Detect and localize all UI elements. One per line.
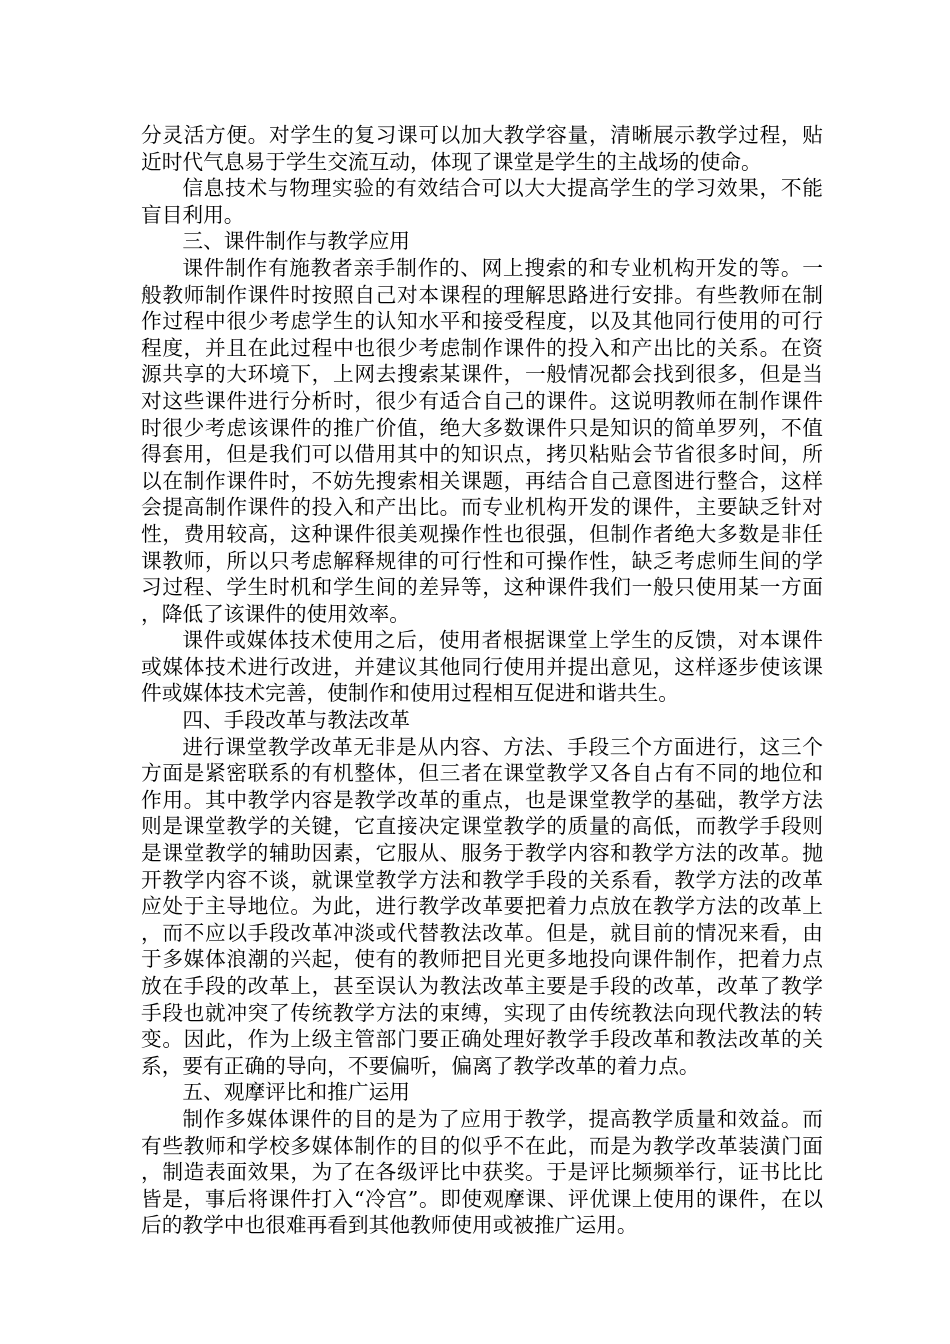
section-heading-courseware: 三、课件制作与教学应用 [182,229,410,254]
paragraph-courseware-making: 课件制作有施教者亲手制作的、网上搜索的和专业机构开发的等。一般教师制作课件时按照自己对本课程的理解思路进行安排。有些教师在制作过程中很少考虑学生的认知水平和接受程度，以及其他同行使用的可行程度，并且在此过程中也很少考虑制作课件的投入和产出比的关系。在资源共享的大环境下，上网去搜索某课件，一般情况都会找到很多，但是当对这些课件进行分析时，很少有适合自己的课件。这说明教师在制作课件时很少考虑该课件的推广价值，绝大多数课件只是知识的简单罗列，不值得套用，但是我们可以借用其中的知识点，拷贝粘贴会节省很多时间，所以在制作课件时，不妨先搜索相关课题，再结合自己意图进行整合，这样会提高制作课件的投入和产出比。而专业机构开发的课件，主要缺乏针对性，费用较高，这种课件很美观操作性也很强，但制作者绝大多数是非任课教师，所以只考虑解释规律的可行性和可操作性，缺乏考虑师生间的学习过程、学生时机和学生间的差异等，这种课件我们一般只使用某一方面，降低了该课件的使用效率。 [141,255,823,626]
paragraph-observation: 制作多媒体课件的目的是为了应用于教学，提高教学质量和效益。而有些教师和学校多媒体制作的目的似乎不在此，而是为教学改革装潢门面，制造表面效果，为了在各级评比中获奖。于是评比频频举行，证书比比皆是，事后将课件打入“冷宫”。即使观摩课、评优课上使用的课件，在以后的教学中也很难再看到其他教师使用或被推广运用。 [141,1106,823,1238]
section-heading-observation: 五、观摩评比和推广运用 [182,1080,410,1105]
section-heading-method-reform: 四、手段改革与教法改革 [182,708,410,733]
paragraph-continuation: 分灵活方便。对学生的复习课可以加大教学容量，清晰展示教学过程，贴近时代气息易于学生交流互动，体现了课堂是学生的主战场的使命。 [141,123,823,174]
paragraph-method-reform: 进行课堂教学改革无非是从内容、方法、手段三个方面进行，这三个方面是紧密联系的有机整体，但三者在课堂教学又各自占有不同的地位和作用。其中教学内容是教学改革的重点，也是课堂教学的基础，教学方法则是课堂教学的关键，它直接决定课堂教学的质量的高低，而教学手段则是课堂教学的辅助因素，它服从、服务于教学内容和教学方法的改革。抛开教学内容不谈，就课堂教学方法和教学手段的关系看，教学方法的改革应处于主导地位。为此，进行教学改革要把着力点放在教学方法的改革上，而不应以手段改革冲淡或代替教法改革。但是，就目前的情况来看，由于多媒体浪潮的兴起，使有的教师把目光更多地投向课件制作，把着力点放在手段的改革上，甚至误认为教法改革主要是手段的改革，改革了教学手段也就冲突了传统教学方法的束缚，实现了由传统教法向现代教法的转变。因此，作为上级主管部门要正确处理好教学手段改革和教法改革的关系，要有正确的导向，不要偏听，偏离了教学改革的着力点。 [141,734,823,1078]
document-page [141,122,823,1239]
paragraph-experiment-effect: 信息技术与物理实验的有效结合可以大大提高学生的学习效果，不能盲目利用。 [141,176,823,227]
paragraph-courseware-feedback: 课件或媒体技术使用之后，使用者根据课堂上学生的反馈，对本课件或媒体技术进行改进，并建议其他同行使用并提出意见，这样逐步使该课件或媒体技术完善，使制作和使用过程相互促进和谐共生。 [141,628,823,706]
